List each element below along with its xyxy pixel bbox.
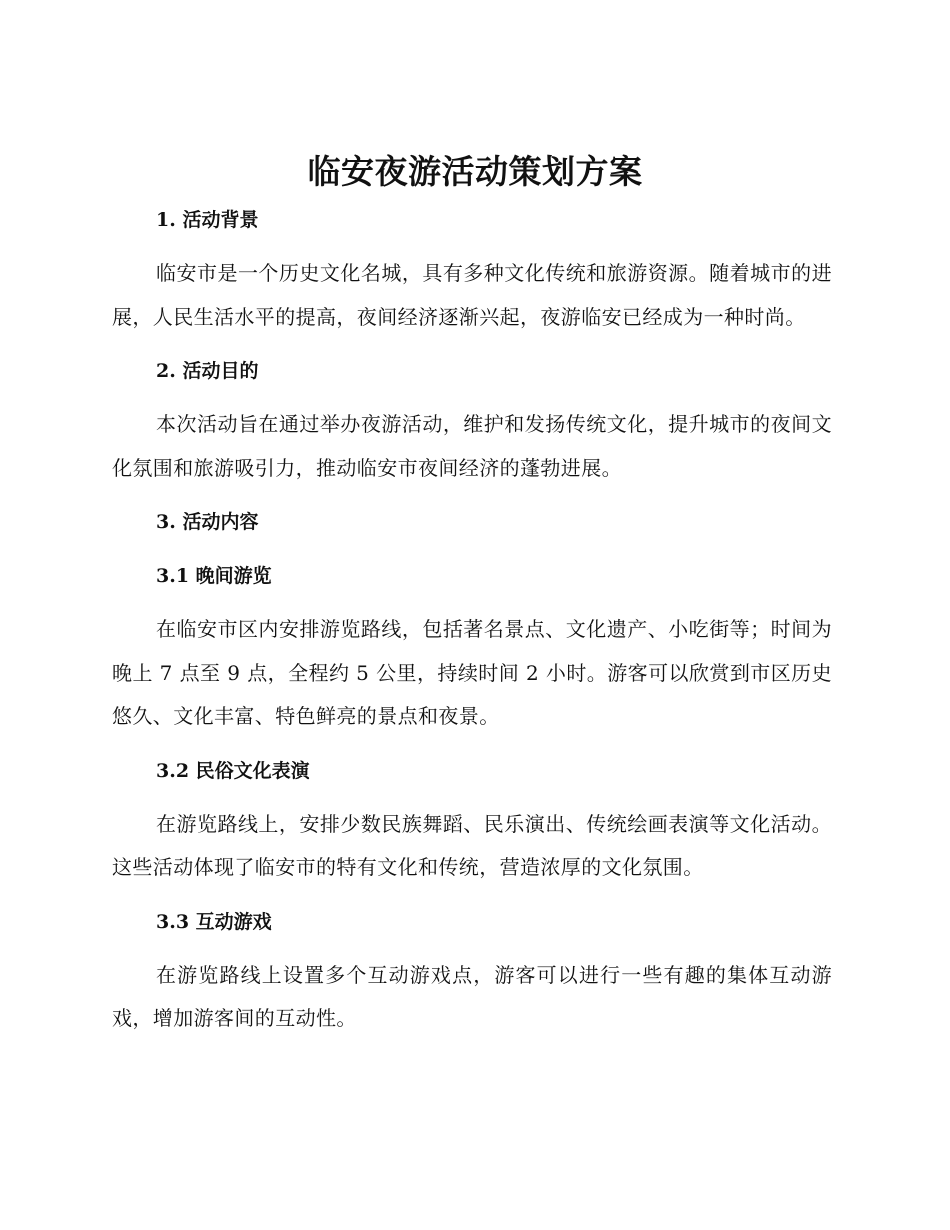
document-body [112,198,832,1041]
section-heading-interactive-games: 3.3 互动游戏 [156,910,272,933]
section-heading-purpose: 2. 活动目的 [156,360,259,382]
document-title: 临安夜游活动策划方案 [307,152,643,191]
section-text-purpose: 本次活动旨在通过举办夜游活动，维护和发扬传统文化，提升城市的夜间文化氛围和旅游吸引力，推动临安市夜间经济的蓬勃进展。 [112,412,832,480]
section-text-background: 临安市是一个历史文化名城，具有多种文化传统和旅游资源。随着城市的进展，人民生活水平的提高，夜间经济逐渐兴起，夜游临安已经成为一种时尚。 [112,261,832,329]
section-heading-folk-performance: 3.2 民俗文化表演 [156,759,310,782]
section-text-interactive-games: 在游览路线上设置多个互动游戏点，游客可以进行一些有趣的集体互动游戏，增加游客间的互动性。 [112,962,832,1030]
section-heading-content: 3. 活动内容 [156,511,259,533]
section-text-evening-tour: 在临安市区内安排游览路线，包括著名景点、文化遗产、小吃街等；时间为晚上 7 点至 9 点，全程约 5 公里，持续时间 2 小时。游客可以欣赏到市区历史悠久、文化丰富、特色鲜亮的景点和夜景。 [112,617,832,728]
section-heading-evening-tour: 3.1 晚间游览 [156,565,272,587]
section-heading-background: 1. 活动背景 [156,209,259,231]
section-text-folk-performance: 在游览路线上，安排少数民族舞蹈、民乐演出、传统绘画表演等文化活动。这些活动体现了临安市的特有文化和传统，营造浓厚的文化氛围。 [112,811,832,879]
